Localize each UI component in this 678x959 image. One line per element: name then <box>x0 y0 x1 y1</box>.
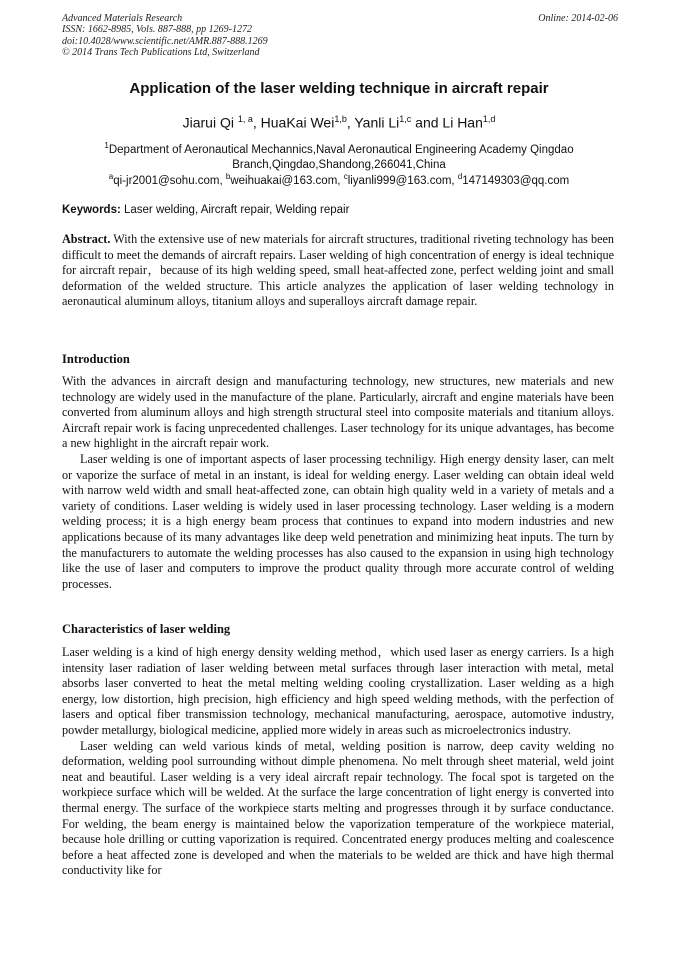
abstract <box>62 232 614 310</box>
copyright-line: © 2014 Trans Tech Publications Ltd, Switzerland <box>62 47 260 59</box>
abstract-text: With the extensive use of new materials for aircraft structures, traditional riveting technology has been difficult to meet the demands of aircraft repairs. Laser welding of high concentration of energy is ideal technique for aircraft repair，because of its high welding speed, small heat-affected zone, perfect welding joint and small deformation of the welded structure. This article analyzes the application of laser welding technology in aeronautical aluminum alloys, titanium alloys and superalloys aircraft damage repair. <box>62 232 614 309</box>
author-separator: , <box>346 114 355 131</box>
paragraph: Laser welding can weld various kinds of metal, welding position is narrow, deep cavity welding no deformation, welding pool surrounding without dimple phenomena. No melt through sheet material, weld joint neat and beautiful. Laser welding is a very ideal aircraft repair technology. The focal spot is targeted on the workpiece surface which will be welded. At the surface the large concentration of light energy is converted into thermal energy. The surface of the workpiece starts melting and progresses through it by surface conductance. For welding, the beam energy is maintained below the vaporization temperature of the workpiece material, because hole drilling or cutting vaporization is required. Concentrated energy produces melting and coalescence before a heat affected zone is developed and when the materials to be welded are thick and have high thermal conductivity like for <box>62 738 614 878</box>
email-sup: d <box>457 172 463 181</box>
email-sup: c <box>343 172 348 181</box>
author-name: Li Han <box>442 114 483 131</box>
email-sup: a <box>108 172 114 181</box>
keywords-text: Laser welding, Aircraft repair, Welding repair <box>120 204 350 216</box>
email-sup: b <box>225 172 231 181</box>
email-address[interactable]: liyanli999@163.com, <box>347 174 458 187</box>
introduction-body <box>62 374 614 592</box>
paragraph: Laser welding is one of important aspects of laser processing techniligy. High energy density laser, can melt or vaporize the surface of metal in an instant, is ideal for welding energy. Laser welding can obtain ideal weld with narrow weld width and small heat-affected zone, can obtain high quality weld in a variety of metals and a variety of conditions. Laser welding is widely used in laser processing technology. Laser welding is a modern welding process; it is a high energy beam process that continues to expand into modern industries and new applications because of its many advantages like deep weld penetration and minimizing heat inputs. The turn by the manufacturers to automate the welding processes has also caused to the expansion in using high technology like the use of laser and computers to improve the product quality through more accurate control of welding processes. <box>62 451 614 591</box>
keywords <box>62 204 618 216</box>
author-name: Jiarui Qi <box>182 114 234 131</box>
paper-title: Application of the laser welding technique in aircraft repair <box>129 80 549 97</box>
abstract-label: Abstract. <box>62 232 111 246</box>
affiliation-sup: 1 <box>104 141 109 150</box>
author-sup: 1, a <box>237 114 253 124</box>
author-separator: , <box>252 114 261 131</box>
section-heading-introduction: Introduction <box>62 352 130 366</box>
paragraph: With the advances in aircraft design and manufacturing technology, new structures, new materials and new technology are widely used in the manufacture of the plane. Particularly, aircraft and engine materials have been converted from aluminum alloys and high strength structural steel into composite materials and titanium alloys. Aircraft repair work is facing unprecedented challenges. Laser technology for its unique advantages, has become a new highlight in the aircraft repair work. <box>62 374 614 451</box>
online-date: Online: 2014-02-06 <box>538 13 618 24</box>
author-sup: 1,c <box>399 114 412 124</box>
email-address[interactable]: 147149303@qq.com <box>462 174 570 187</box>
journal-header <box>62 13 618 59</box>
doi-line: doi:10.4028/www.scientific.net/AMR.887-888.1269 <box>62 35 268 47</box>
affiliation <box>76 138 602 174</box>
journal-name: Advanced Materials Research <box>62 13 183 24</box>
keywords-label: Keywords: <box>62 204 121 216</box>
author-list <box>0 114 678 131</box>
characteristics-body <box>62 645 614 879</box>
author-name: HuaKai Wei <box>260 114 335 131</box>
section-heading-characteristics: Characteristics of laser welding <box>62 622 231 636</box>
author-and: and <box>411 114 443 131</box>
author-name: Yanli Li <box>354 114 400 131</box>
paragraph: Laser welding is a kind of high energy density welding method，which used laser as energy carriers. Is a high intensity laser radiation of laser welding between metal surfaces through laser interaction with metal, metal absorbs laser converted to heat the metal melting welding cooling crystallization. Laser welding as a high energy, low distortion, high precision, high efficiency and high speed welding methods, with the perfection of lasers and optical fiber transmission technology, mechanical manufacturing, aerospace, automotive industry, powder metallurgy, biological medicine, applied more widely in areas such as microelectronics industry. <box>62 645 614 737</box>
email-list <box>0 172 678 187</box>
email-address[interactable]: qi-jr2001@sohu.com, <box>113 174 226 187</box>
email-address[interactable]: weihuakai@163.com, <box>230 174 344 187</box>
issn-line: ISSN: 1662-8985, Vols. 887-888, pp 1269-1272 <box>62 24 252 36</box>
author-sup: 1,b <box>334 114 347 124</box>
affiliation-text: Department of Aeronautical Mechannics,Naval Aeronautical Engineering Academy Qingdao Branch,Qingdao,Shandong,266041,China <box>108 143 574 172</box>
author-sup: 1,d <box>482 114 496 124</box>
